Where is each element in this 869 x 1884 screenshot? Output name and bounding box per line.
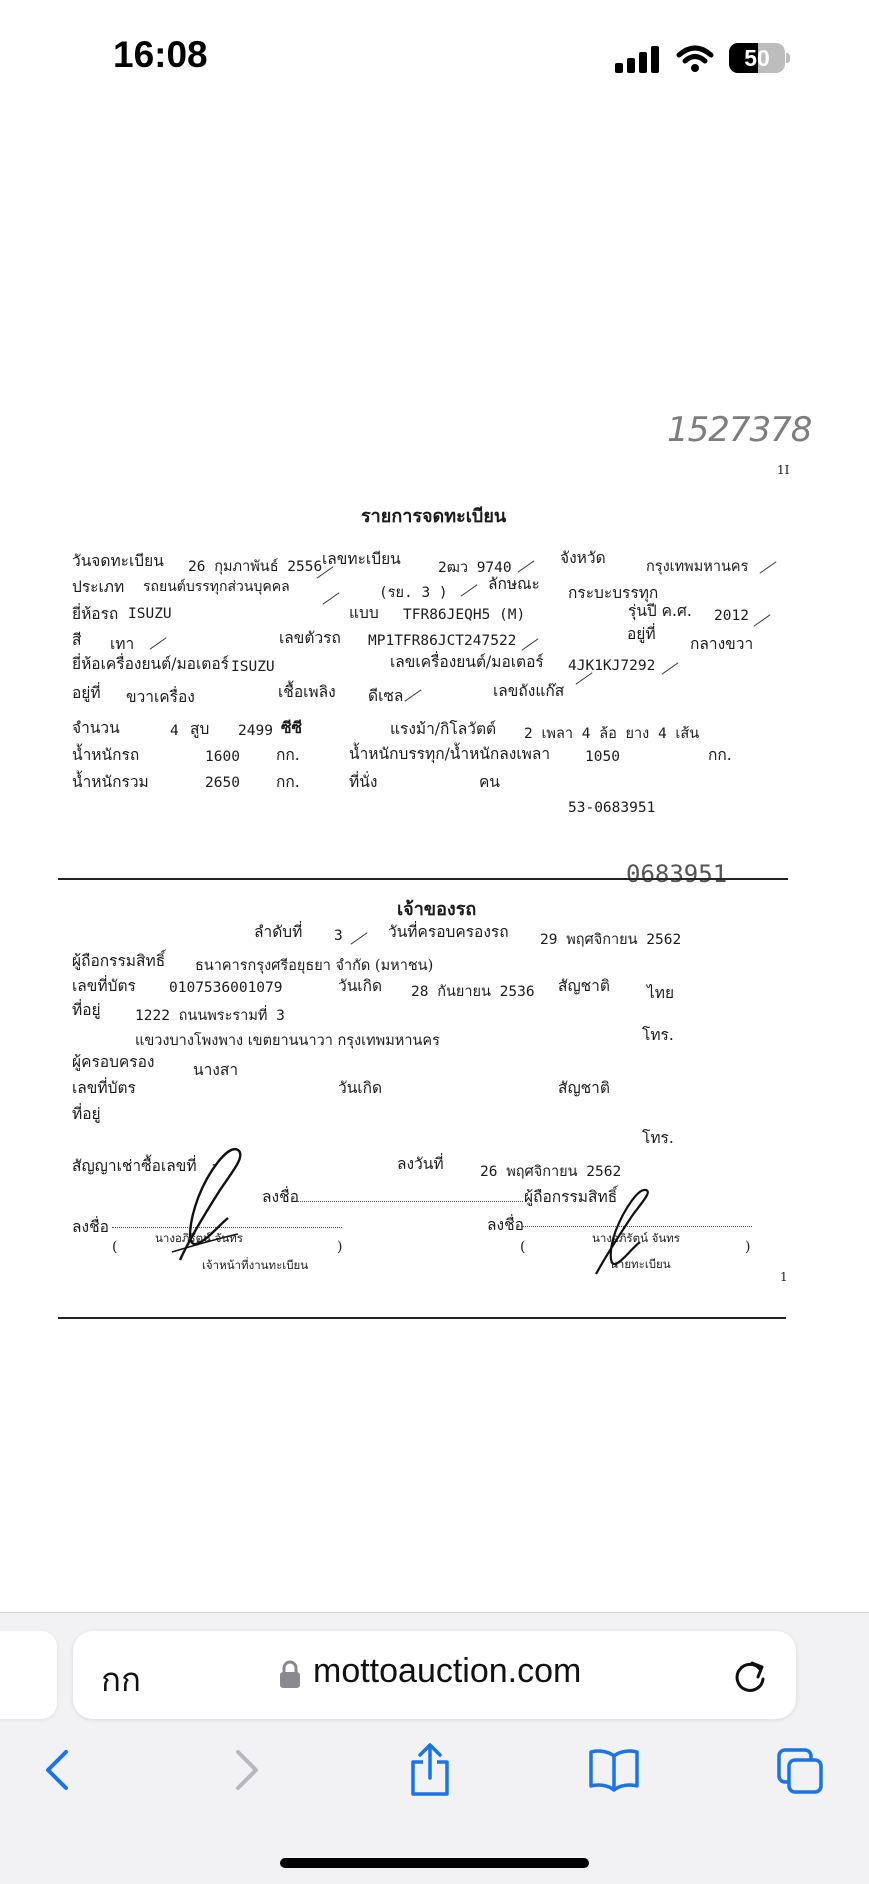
label-chassis-no: เลขตัวรถ <box>279 629 341 647</box>
battery-percent: 50 <box>744 45 770 71</box>
label-order: ลำดับที่ <box>254 923 303 941</box>
value-address-line-2: แขวงบางโพงพาง เขตยานนาวา กรุงเทพมหานคร <box>135 1033 440 1049</box>
value-weight: 1600 <box>205 749 240 765</box>
label-fuel: เชื้อเพลิง <box>278 683 336 701</box>
label-kg-3: กก. <box>276 773 300 791</box>
wifi-icon <box>676 45 714 73</box>
value-type: รถยนต์บรรทุกส่วนบุคคล <box>143 579 290 595</box>
value-fuel: ดีเซล <box>368 687 404 705</box>
sign-line <box>297 1201 523 1202</box>
value-nature: กระบะบรรทุก <box>568 584 659 602</box>
label-location: อยู่ที่ <box>627 625 656 643</box>
back-icon[interactable] <box>42 1748 72 1792</box>
value-address-line-1: 1222 ถนนพระรามที่ 3 <box>135 1008 285 1024</box>
home-indicator <box>280 1858 589 1868</box>
check-mark <box>760 561 777 573</box>
label-sign-right: ลงชื่อ <box>487 1216 524 1234</box>
label-nature: ลักษณะ <box>488 575 540 593</box>
value-engine-brand: ISUZU <box>231 659 275 675</box>
label-type: ประเภท <box>72 578 125 596</box>
label-id: เลขที่บัตร <box>72 977 136 995</box>
label-birth: วันเกิด <box>338 977 383 995</box>
check-mark <box>461 584 478 596</box>
lock-icon <box>279 1659 301 1689</box>
label-birth-2: วันเกิด <box>338 1079 383 1097</box>
section-divider <box>58 878 788 880</box>
reload-icon[interactable] <box>731 1655 769 1695</box>
label-model-year: รุ่นปี ค.ศ. <box>628 602 692 620</box>
label-gross-weight: น้ำหนักรวม <box>72 773 149 791</box>
battery-icon <box>729 43 789 73</box>
cellular-signal-icon <box>615 45 661 73</box>
owner-section-title: เจ้าของรถ <box>397 899 477 920</box>
value-possession-date: 29 พฤศจิกายน 2562 <box>540 932 682 948</box>
value-cylinders: 4 <box>170 723 179 739</box>
value-order: 3 <box>334 928 343 944</box>
toolbar-separator <box>0 1612 869 1613</box>
previous-tab-card[interactable] <box>0 1631 57 1719</box>
officer-right-role: นายทะเบียน <box>610 1257 671 1271</box>
paren-close-left: ) <box>337 1239 343 1255</box>
value-reg-date: 26 กุมภาพันธ์ 2556 <box>188 559 323 575</box>
label-possession-date: วันที่ครอบครองรถ <box>388 923 509 941</box>
officer-left-name: นางอภิรัตน์ จันทร <box>155 1231 243 1245</box>
value-axles: 2 เพลา 4 ล้อ ยาง 4 เส้น <box>524 726 700 742</box>
tabs-icon[interactable] <box>776 1747 824 1795</box>
label-reg-no: เลขทะเบียน <box>322 550 401 568</box>
url-text[interactable]: mottoauction.com <box>313 1652 582 1690</box>
document-title: รายการจดทะเบียน <box>361 506 507 527</box>
label-sign: ลงชื่อ <box>262 1188 299 1206</box>
value-sign-date: 26 พฤศจิกายน 2562 <box>480 1164 622 1180</box>
value-nationality: ไทย <box>647 984 675 1002</box>
label-id-2: เลขที่บัตร <box>72 1079 136 1097</box>
officer-right-name: นางอภิรัตน์ จันทร <box>592 1231 680 1245</box>
label-engine-location: อยู่ที่ <box>72 684 101 702</box>
bookmarks-icon[interactable] <box>588 1748 640 1792</box>
label-weight: น้ำหนักรถ <box>72 746 140 764</box>
value-birth: 28 กันยายน 2536 <box>411 984 535 1000</box>
label-hp: แรงม้า/กิโลวัตต์ <box>390 720 497 738</box>
label-count: จำนวน <box>72 719 120 737</box>
value-location: กลางขวา <box>690 635 754 653</box>
label-phone-2: โทร. <box>642 1129 674 1147</box>
value-model-year: 2012 <box>714 608 749 624</box>
label-sign-date: ลงวันที่ <box>397 1155 444 1173</box>
check-mark <box>351 932 368 944</box>
label-cylinders: สูบ <box>190 720 210 738</box>
label-nationality-2: สัญชาติ <box>558 1079 610 1097</box>
label-province: จังหวัด <box>560 549 606 567</box>
check-mark <box>662 662 679 674</box>
document-number: 53-0683951 <box>568 800 656 816</box>
label-kg-1: กก. <box>276 746 300 764</box>
page-mark: 1 <box>780 1270 788 1284</box>
label-engine-no: เลขเครื่องยนต์/มอเตอร์ <box>390 653 544 671</box>
label-address: ที่อยู่ <box>72 1001 101 1019</box>
label-owner: ผู้ถือกรรมสิทธิ์ <box>72 952 166 970</box>
label-seats: ที่นั่ง <box>349 773 378 791</box>
label-load-weight: น้ำหนักบรรทุก/น้ำหนักลงเพลา <box>349 745 551 763</box>
value-owner-name: ธนาคารกรุงศรีอยุธยา จำกัด (มหาชน) <box>195 958 434 974</box>
check-mark <box>576 672 593 684</box>
label-title-holder: ผู้ถือกรรมสิทธิ์ <box>524 1188 618 1206</box>
value-brand: ISUZU <box>128 606 172 622</box>
label-phone: โทร. <box>642 1026 674 1044</box>
label-kg-2: กก. <box>708 746 732 764</box>
label-brand: ยี่ห้อรถ <box>72 605 119 623</box>
value-cc: 2499 <box>238 723 273 739</box>
bottom-rule <box>58 1317 786 1319</box>
page-settings-button[interactable]: กก <box>101 1660 141 1699</box>
label-persons: คน <box>479 773 500 791</box>
handwritten-number: 1527378 <box>667 410 812 450</box>
status-time: 16:08 <box>113 34 208 75</box>
value-reg-no: 2ฒว 9740 <box>438 560 512 576</box>
check-mark <box>405 689 422 701</box>
label-color: สี <box>72 631 82 649</box>
value-gross-weight: 2650 <box>205 775 240 791</box>
value-model: TFR86JEQH5 (M) <box>403 607 526 623</box>
share-icon[interactable] <box>407 1742 453 1798</box>
value-engine-no: 4JK1KJ7292 <box>568 658 656 674</box>
label-hire-contract: สัญญาเช่าซื้อเลขที่ <box>72 1157 197 1175</box>
label-engine-brand: ยี่ห้อเครื่องยนต์/มอเตอร์ <box>72 655 229 673</box>
value-color: เทา <box>110 635 135 653</box>
paren-close-right: ) <box>745 1239 751 1255</box>
corner-mark: 1I <box>777 463 790 477</box>
paren-open-left: ( <box>112 1239 118 1255</box>
check-mark <box>754 614 771 626</box>
forward-icon[interactable] <box>232 1748 262 1792</box>
value-load-weight: 1050 <box>585 749 620 765</box>
value-id: 0107536001079 <box>169 980 283 996</box>
check-mark <box>323 592 340 604</box>
label-model: แบบ <box>349 604 379 622</box>
label-reg-date: วันจดทะเบียน <box>72 552 164 570</box>
value-engine-location: ขวาเครื่อง <box>126 688 195 706</box>
value-chassis-no: MP1TFR86JCT247522 <box>368 633 517 649</box>
label-address-2: ที่อยู่ <box>72 1105 101 1123</box>
check-mark <box>150 637 167 649</box>
stamp-number: 0683951 <box>626 860 728 888</box>
value-province: กรุงเทพมหานคร <box>646 559 749 575</box>
value-possessor-name: นางสา <box>193 1061 239 1079</box>
label-possessor: ผู้ครอบครอง <box>72 1053 155 1071</box>
label-gas-tank: เลขถังแก๊ส <box>493 682 565 700</box>
label-cc: ซีซี <box>281 718 303 737</box>
value-hire-contract: - <box>212 1155 218 1173</box>
label-sign-left: ลงชื่อ <box>72 1218 109 1236</box>
officer-left-role: เจ้าหน้าที่งานทะเบียน <box>202 1258 309 1272</box>
value-type-code: (รย. 3 ) <box>379 585 448 601</box>
label-nationality: สัญชาติ <box>558 977 610 995</box>
paren-open-right: ( <box>520 1239 526 1255</box>
